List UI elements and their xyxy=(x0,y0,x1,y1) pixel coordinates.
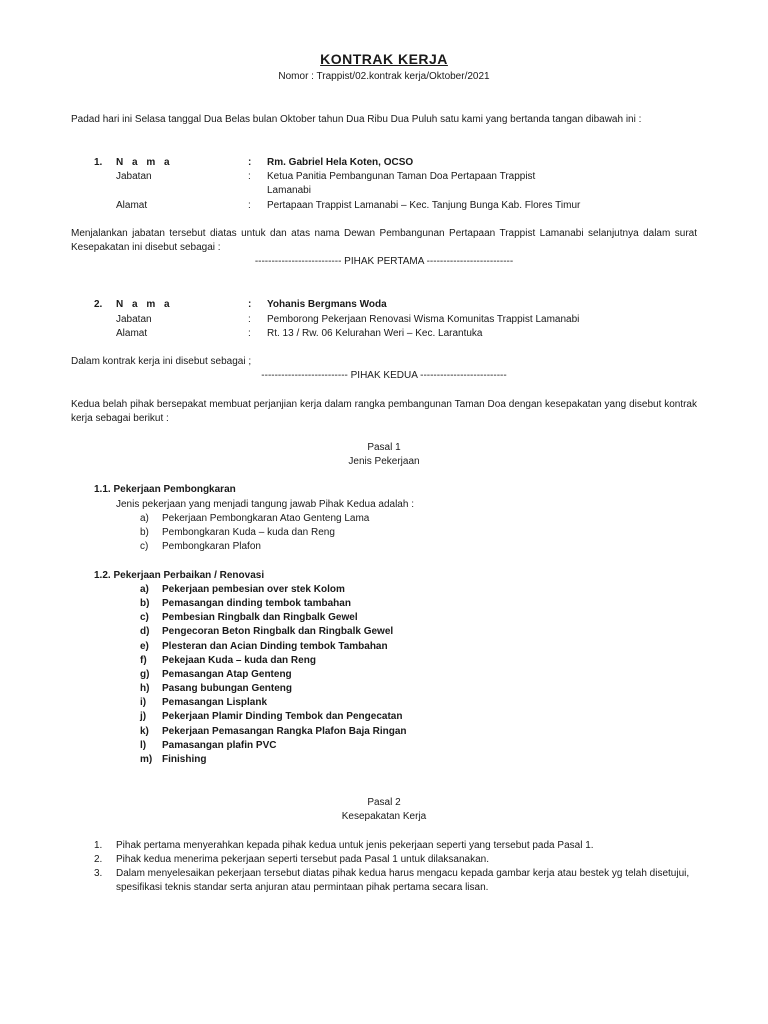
pasal2-item-number: 1. xyxy=(94,840,103,851)
party1-jabatan-label: Jabatan xyxy=(116,171,152,182)
party2-jabatan-label: Jabatan xyxy=(116,314,152,325)
party1-name-label: N a m a xyxy=(116,157,173,168)
party2-name-label: N a m a xyxy=(116,299,173,310)
s2-letter: e) xyxy=(140,641,149,652)
pasal2-item: Dalam menyelesaikan pekerjaan tersebut diatas pihak kedua harus mengacu kepada gambar kerja atau bestek yg telah disetujui, spesifikasi teknis standar serta anjuran atau permintaan pihak pertama secara lisan. xyxy=(116,868,690,893)
s2-letter: g) xyxy=(140,669,150,680)
document-number: Nomor : Trappist/02.kontrak kerja/Oktober/2021 xyxy=(278,71,490,82)
s2-letter: j) xyxy=(140,711,147,722)
section-1-1-title: 1.1. Pekerjaan Pembongkaran xyxy=(94,484,236,495)
s1-item: Pembongkaran Kuda – kuda dan Reng xyxy=(162,527,335,538)
party1-jabatan-colon: : xyxy=(248,171,251,182)
s2-item: Finishing xyxy=(162,754,207,765)
section-1-2-title: 1.2. Pekerjaan Perbaikan / Renovasi xyxy=(94,570,265,581)
s2-item: Pekerjaan Pemasangan Rangka Plafon Baja Ringan xyxy=(162,726,407,737)
party2-name-colon: : xyxy=(248,299,252,310)
party1-number: 1. xyxy=(94,157,103,168)
s1-letter: c) xyxy=(140,541,149,552)
section-1-1-intro: Jenis pekerjaan yang menjadi tangung jawab Pihak Kedua adalah : xyxy=(116,499,414,510)
party1-jabatan-value: Ketua Panitia Pembangunan Taman Doa Pertapaan Trappist xyxy=(267,171,536,182)
party2-number: 2. xyxy=(94,299,103,310)
s2-item: Pemasangan Lisplank xyxy=(162,697,268,708)
s1-letter: b) xyxy=(140,527,149,538)
party2-description: Dalam kontrak kerja ini disebut sebagai ; xyxy=(71,356,252,367)
document-title: KONTRAK KERJA xyxy=(320,51,448,67)
s2-item: Plesteran dan Acian Dinding tembok Tambahan xyxy=(162,641,388,652)
s2-item: Pemasangan Atap Genteng xyxy=(162,669,292,680)
s2-item: Pemasangan dinding tembok tambahan xyxy=(162,598,351,609)
pasal2-heading: Pasal 2 xyxy=(367,797,401,808)
s2-letter: f) xyxy=(140,655,147,666)
agreement-paragraph: Kedua belah pihak bersepakat membuat perjanjian kerja dalam rangka pembangunan Taman Doa dengan kesepakatan yang disebut kontrak kerja sebagai berikut : xyxy=(71,399,697,424)
party2-alamat-value: Rt. 13 / Rw. 06 Kelurahan Weri – Kec. Larantuka xyxy=(267,328,483,339)
s1-letter: a) xyxy=(140,513,149,524)
party1-role-line xyxy=(0,255,768,269)
party1-name-value: Rm. Gabriel Hela Koten, OCSO xyxy=(267,157,414,168)
party1-description: Menjalankan jabatan tersebut diatas untuk dan atas nama Dewan Pembangunan Pertapaan Trappist Lamanabi selanjutnya dalam surat Kesepakatan ini disebut sebagai : xyxy=(71,228,697,253)
s1-item: Pekerjaan Pembongkaran Atao Genteng Lama xyxy=(162,513,370,524)
pasal2-item: Pihak kedua menerima pekerjaan seperti tersebut pada Pasal 1 untuk dilaksanakan. xyxy=(116,854,490,865)
s2-item: Pasang bubungan Genteng xyxy=(162,683,293,694)
s2-letter: b) xyxy=(140,598,150,609)
party2-role-line xyxy=(0,369,768,383)
pasal2-item-number: 3. xyxy=(94,868,103,879)
s2-item: Pembesian Ringbalk dan Ringbalk Gewel xyxy=(162,612,358,623)
s2-letter: d) xyxy=(140,626,150,637)
party2-jabatan-colon: : xyxy=(248,314,251,325)
pasal2-item: Pihak pertama menyerahkan kepada pihak kedua untuk jenis pekerjaan seperti yang tersebut pada Pasal 1. xyxy=(116,840,594,851)
party1-alamat-colon: : xyxy=(248,200,251,211)
s2-letter: l) xyxy=(140,740,147,751)
s2-item: Pekerjaan pembesian over stek Kolom xyxy=(162,584,345,595)
pasal2-subheading: Kesepakatan Kerja xyxy=(341,811,427,822)
party2-role: -------------------------- PIHAK KEDUA -------------------------- xyxy=(261,370,507,381)
s2-item: Pekerjaan Plamir Dinding Tembok dan Pengecatan xyxy=(162,711,403,722)
party2-alamat-label: Alamat xyxy=(116,328,148,339)
party1-name-colon: : xyxy=(248,157,252,168)
party1-jabatan-value-line2: Lamanabi xyxy=(267,185,311,196)
intro-paragraph: Padad hari ini Selasa tanggal Dua Belas bulan Oktober tahun Dua Ribu Dua Puluh satu kami yang bertanda tangan dibawah ini : xyxy=(71,114,642,125)
s2-letter: h) xyxy=(140,683,150,694)
party1-alamat-label: Alamat xyxy=(116,200,148,211)
party2-alamat-colon: : xyxy=(248,328,251,339)
pasal2-item-number: 2. xyxy=(94,854,103,865)
pasal1-heading: Pasal 1 xyxy=(367,442,401,453)
s2-letter: m) xyxy=(140,754,153,765)
s2-letter: k) xyxy=(140,726,149,737)
s2-letter: i) xyxy=(140,697,147,708)
s2-item: Pamasangan plafin PVC xyxy=(162,740,277,751)
s2-letter: a) xyxy=(140,584,149,595)
party2-name-value: Yohanis Bergmans Woda xyxy=(267,299,387,310)
s2-letter: c) xyxy=(140,612,149,623)
party1-role: -------------------------- PIHAK PERTAMA -------------------------- xyxy=(254,256,514,267)
s1-item: Pembongkaran Plafon xyxy=(162,541,261,552)
party2-jabatan-value: Pemborong Pekerjaan Renovasi Wisma Komunitas Trappist Lamanabi xyxy=(267,314,580,325)
s2-item: Pengecoran Beton Ringbalk dan Ringbalk Gewel xyxy=(162,626,394,637)
s2-item: Pekejaan Kuda – kuda dan Reng xyxy=(162,655,316,666)
pasal1-subheading: Jenis Pekerjaan xyxy=(348,456,420,467)
party1-alamat-value: Pertapaan Trappist Lamanabi – Kec. Tanjung Bunga Kab. Flores Timur xyxy=(267,200,581,211)
